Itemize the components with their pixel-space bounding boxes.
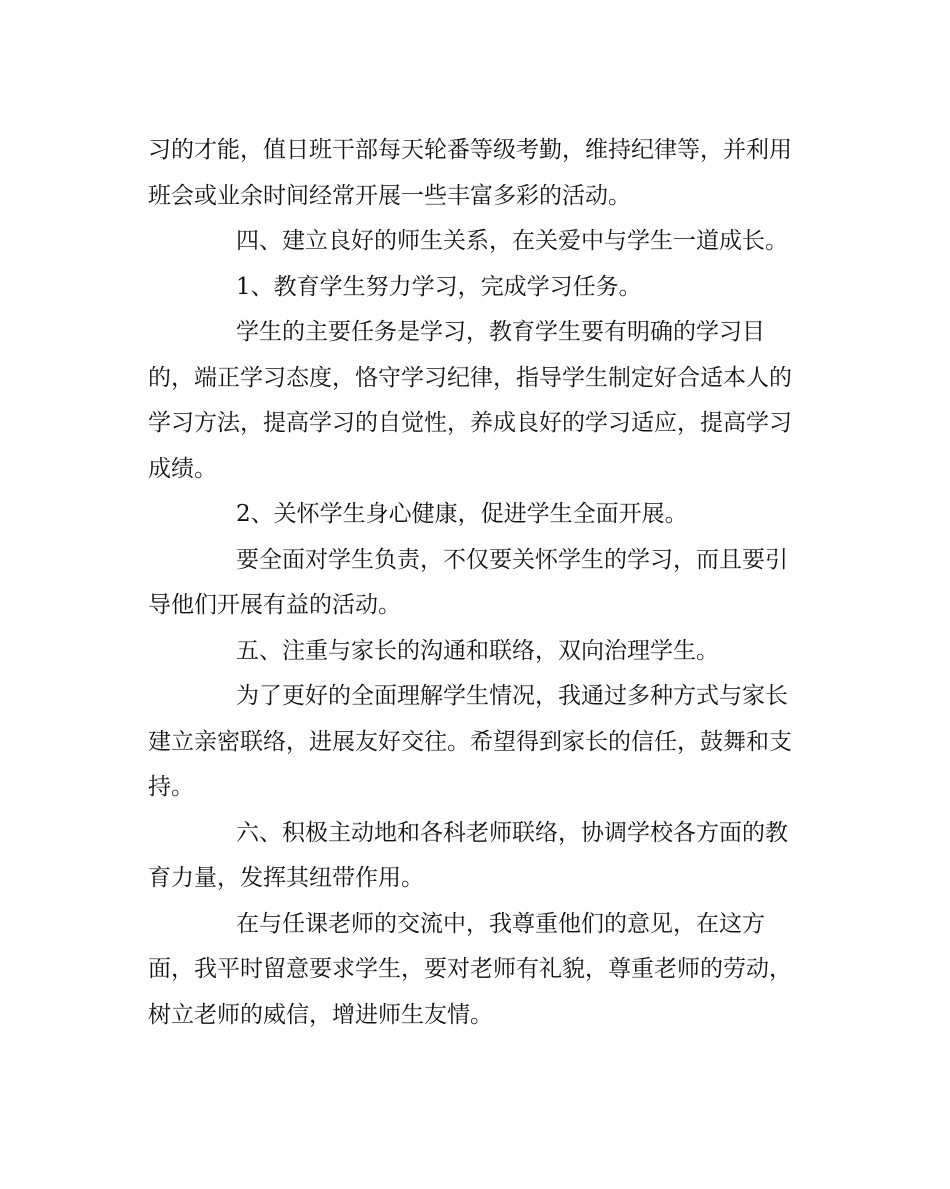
subheading-two: 2、关怀学生身心健康，促进学生全面开展。: [236, 501, 688, 527]
section-heading-five: 五、注重与家长的沟通和联络，双向治理学生。: [236, 637, 719, 664]
section-heading-six: 六、积极主动地和各科老师联络，协调学校各方面的教育力量，发挥其纽带作用。: [148, 819, 788, 891]
paragraph: 在与任课老师的交流中，我尊重他们的意见，在这方面，我平时留意要求学生，要对老师有礼貌，尊重老师的劳动，树立老师的威信，增进师生友情。: [148, 910, 792, 1028]
paragraph: 学生的主要任务是学习，教育学生要有明确的学习目的，端正学习态度，恪守学习纪律，指导学生制定好合适本人的学习方法，提高学习的自觉性，养成良好的学习适应，提高学习成绩。: [148, 319, 792, 482]
paragraph-continuation: 习的才能，值日班干部每天轮番等级考勤，维持纪律等，并利用班会或业余时间经常开展一些丰富多彩的活动。: [148, 137, 792, 209]
section-heading-four: 四、建立良好的师生关系，在关爱中与学生一道成长。: [236, 228, 788, 254]
document-body: [148, 128, 808, 1038]
paragraph: 要全面对学生负责，不仅要关怀学生的学习，而且要引导他们开展有益的活动。: [148, 546, 788, 618]
paragraph: 为了更好的全面理解学生情况，我通过多种方式与家长建立亲密联络，进展友好交往。希望得到家长的信任，鼓舞和支持。: [148, 683, 792, 800]
subheading-one: 1、教育学生努力学习，完成学习任务。: [236, 273, 642, 300]
